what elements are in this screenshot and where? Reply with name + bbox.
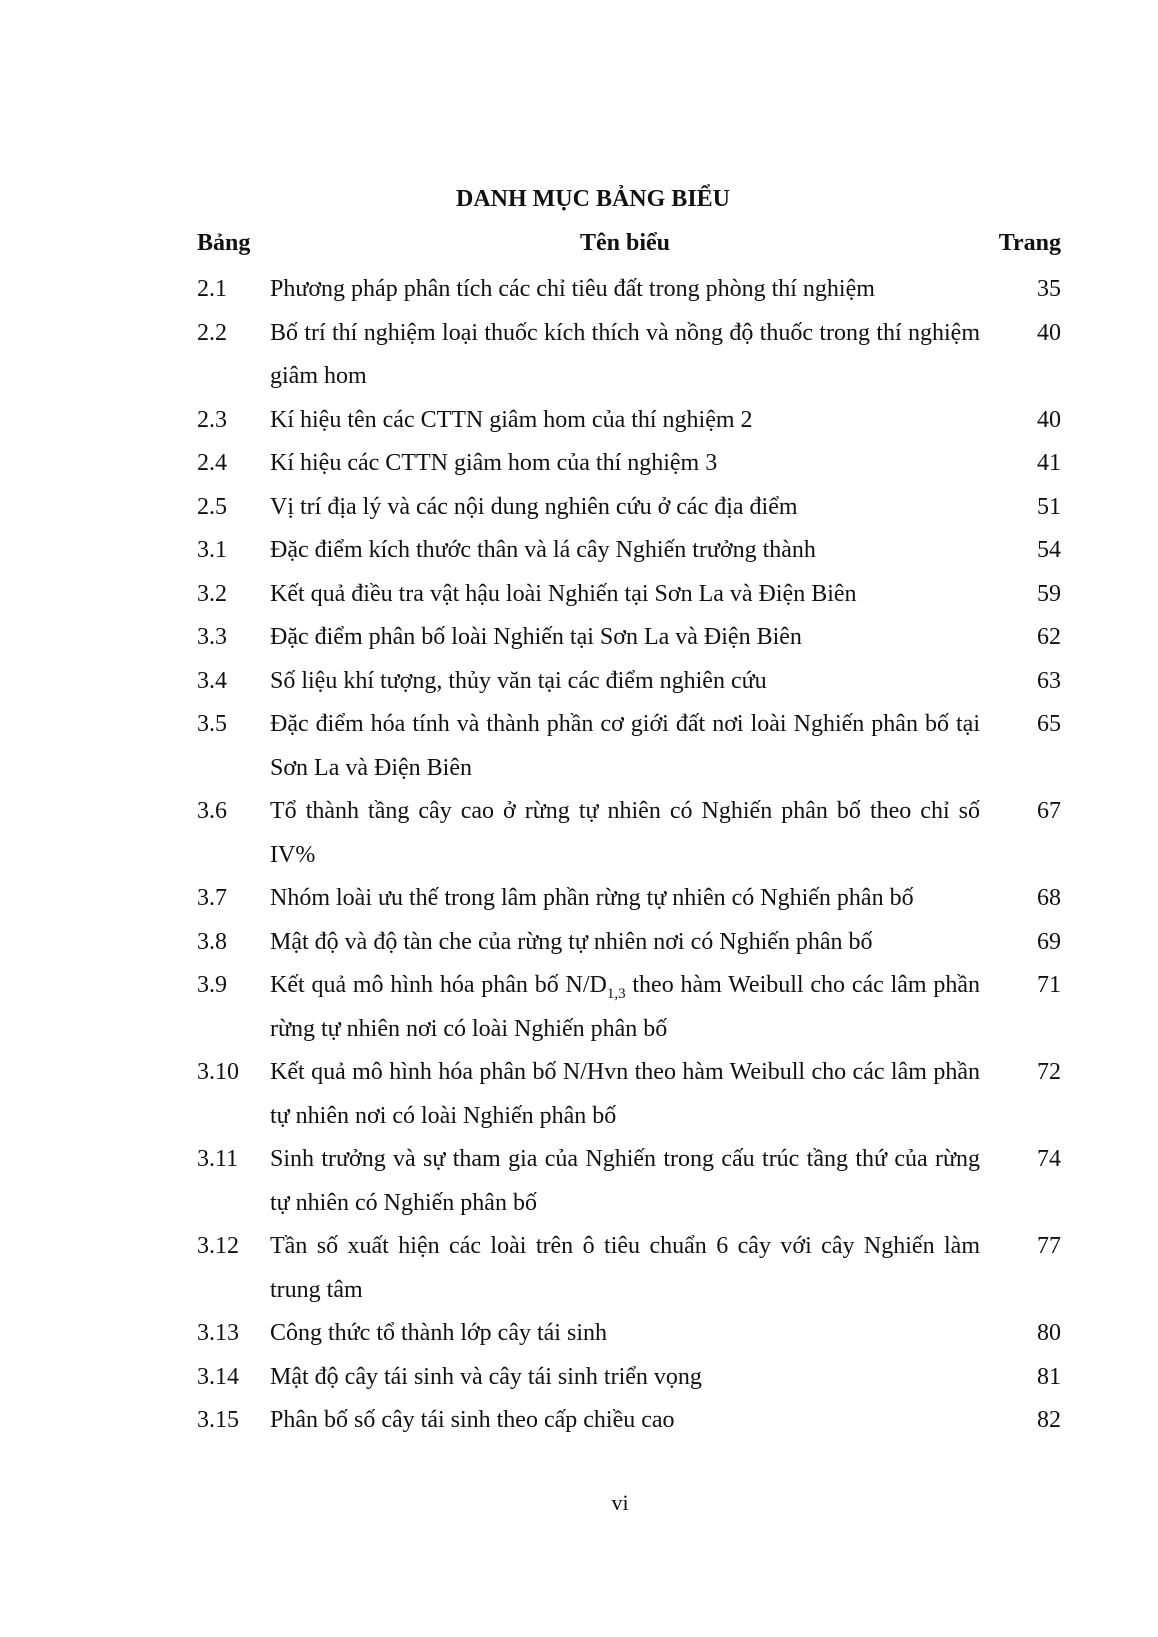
entry-title: Tần số xuất hiện các loài trên ô tiêu chuẩn 6 cây với cây Nghiến làm trung tâm <box>270 1233 980 1303</box>
entry-number: 2.2 <box>197 319 227 346</box>
entry-title-subscript: 1,3 <box>606 985 626 1002</box>
list-item <box>0 1399 1158 1443</box>
list-item <box>0 529 1158 573</box>
entry-title-text: theo hàm Weibull cho các lâm phần rừng tự nhiên nơi có loài Nghiến phân bố <box>270 972 981 1042</box>
entry-page: 40 <box>1037 319 1061 346</box>
entry-page: 62 <box>1037 624 1061 650</box>
entry-page: 35 <box>1037 276 1061 302</box>
table-list <box>0 268 1158 1443</box>
list-item <box>0 1051 1158 1138</box>
entry-number: 3.11 <box>197 1146 239 1172</box>
entry-number: 2.5 <box>197 493 227 520</box>
list-item <box>0 399 1158 443</box>
entry-title: Kí hiệu các CTTN giâm hom của thí nghiệm 3 <box>270 450 718 476</box>
entry-title: Kết quả mô hình hóa phân bố N/Hvn theo hàm Weibull cho các lâm phần tự nhiên nơi có loài Nghiến phân bố <box>270 1059 980 1129</box>
entry-number: 3.9 <box>197 972 227 998</box>
entry-page: 71 <box>1037 972 1061 998</box>
entry-page: 59 <box>1037 580 1061 607</box>
page-title: DANH MỤC BẢNG BIỂU <box>455 186 730 212</box>
entry-number: 3.2 <box>197 580 227 607</box>
list-item <box>0 268 1158 312</box>
list-item <box>0 442 1158 486</box>
table-header <box>0 226 1158 260</box>
page-number: vi <box>611 1490 629 1515</box>
entry-number: 3.7 <box>197 885 227 911</box>
entry-title: Mật độ và độ tàn che của rừng tự nhiên nơi có Nghiến phân bố <box>270 928 873 955</box>
entry-page: 82 <box>1037 1407 1061 1433</box>
entry-number: 3.14 <box>197 1363 239 1390</box>
entry-title-text: Kết quả mô hình hóa phân bố N/D <box>270 972 607 998</box>
entry-title: Sinh trưởng và sự tham gia của Nghiến trong cấu trúc tầng thứ của rừng tự nhiên có Nghiến phân bố <box>270 1146 980 1216</box>
entry-title: Số liệu khí tượng, thủy văn tại các điểm nghiên cứu <box>270 667 767 694</box>
entry-page: 80 <box>1037 1320 1061 1346</box>
entry-number: 2.1 <box>197 276 227 302</box>
list-item <box>0 660 1158 704</box>
list-item <box>0 1225 1158 1312</box>
entry-page: 74 <box>1037 1146 1061 1172</box>
entry-title: Phân bố số cây tái sinh theo cấp chiều cao <box>270 1407 675 1433</box>
entry-page: 41 <box>1037 450 1061 476</box>
header-title: Tên biểu <box>579 230 671 256</box>
entry-title: Công thức tổ thành lớp cây tái sinh <box>270 1320 607 1346</box>
entry-title: Kết quả điều tra vật hậu loài Nghiến tại Sơn La và Điện Biên <box>270 580 857 607</box>
entry-number: 3.15 <box>197 1407 239 1433</box>
header-number: Bảng <box>197 230 251 256</box>
entry-number: 3.8 <box>197 928 227 955</box>
entry-page: 40 <box>1037 406 1061 433</box>
list-item <box>0 703 1158 790</box>
entry-title: Tổ thành tầng cây cao ở rừng tự nhiên có Nghiến phân bố theo chỉ số IV% <box>270 798 980 868</box>
entry-number: 3.12 <box>197 1233 239 1259</box>
list-item <box>0 790 1158 877</box>
list-item <box>0 1356 1158 1400</box>
entry-title: Vị trí địa lý và các nội dung nghiên cứu ở các địa điểm <box>270 493 798 520</box>
list-item <box>0 486 1158 530</box>
list-item <box>0 921 1158 965</box>
list-item <box>0 312 1158 399</box>
entry-title: Bố trí thí nghiệm loại thuốc kích thích và nồng độ thuốc trong thí nghiệm giâm hom <box>270 319 980 389</box>
entry-number: 3.10 <box>197 1059 239 1085</box>
entry-title <box>270 964 980 1051</box>
list-item <box>0 616 1158 660</box>
entry-page: 54 <box>1037 537 1061 563</box>
entry-number: 2.3 <box>197 406 227 433</box>
entry-page: 68 <box>1037 885 1061 911</box>
entry-number: 2.4 <box>197 450 227 476</box>
entry-title: Đặc điểm phân bố loài Nghiến tại Sơn La và Điện Biên <box>270 624 802 650</box>
list-item <box>0 1138 1158 1225</box>
list-item <box>0 877 1158 921</box>
list-item <box>0 964 1158 1051</box>
entry-page: 72 <box>1037 1059 1061 1085</box>
entry-number: 3.1 <box>197 537 227 563</box>
entry-title: Kí hiệu tên các CTTN giâm hom của thí nghiệm 2 <box>270 406 753 433</box>
entry-title: Phương pháp phân tích các chỉ tiêu đất trong phòng thí nghiệm <box>270 276 875 302</box>
entry-title: Mật độ cây tái sinh và cây tái sinh triển vọng <box>270 1363 702 1390</box>
entry-title: Nhóm loài ưu thế trong lâm phần rừng tự nhiên có Nghiến phân bố <box>270 885 914 911</box>
entry-number: 3.5 <box>197 711 227 737</box>
entry-page: 51 <box>1037 493 1061 520</box>
entry-page: 81 <box>1037 1363 1061 1390</box>
entry-number: 3.6 <box>197 798 227 824</box>
entry-title: Đặc điểm hóa tính và thành phần cơ giới đất nơi loài Nghiến phân bố tại Sơn La và Điện Biên <box>270 711 980 781</box>
header-page: Trang <box>998 230 1061 256</box>
entry-page: 63 <box>1037 667 1061 694</box>
entry-page: 67 <box>1037 798 1061 824</box>
entry-page: 65 <box>1037 711 1061 737</box>
entry-number: 3.3 <box>197 624 227 650</box>
entry-title: Đặc điểm kích thước thân và lá cây Nghiến trưởng thành <box>270 537 816 563</box>
entry-number: 3.4 <box>197 667 227 694</box>
entry-page: 77 <box>1037 1233 1061 1259</box>
entry-page: 69 <box>1037 928 1061 955</box>
list-item <box>0 1312 1158 1356</box>
entry-number: 3.13 <box>197 1320 239 1346</box>
list-item <box>0 573 1158 617</box>
